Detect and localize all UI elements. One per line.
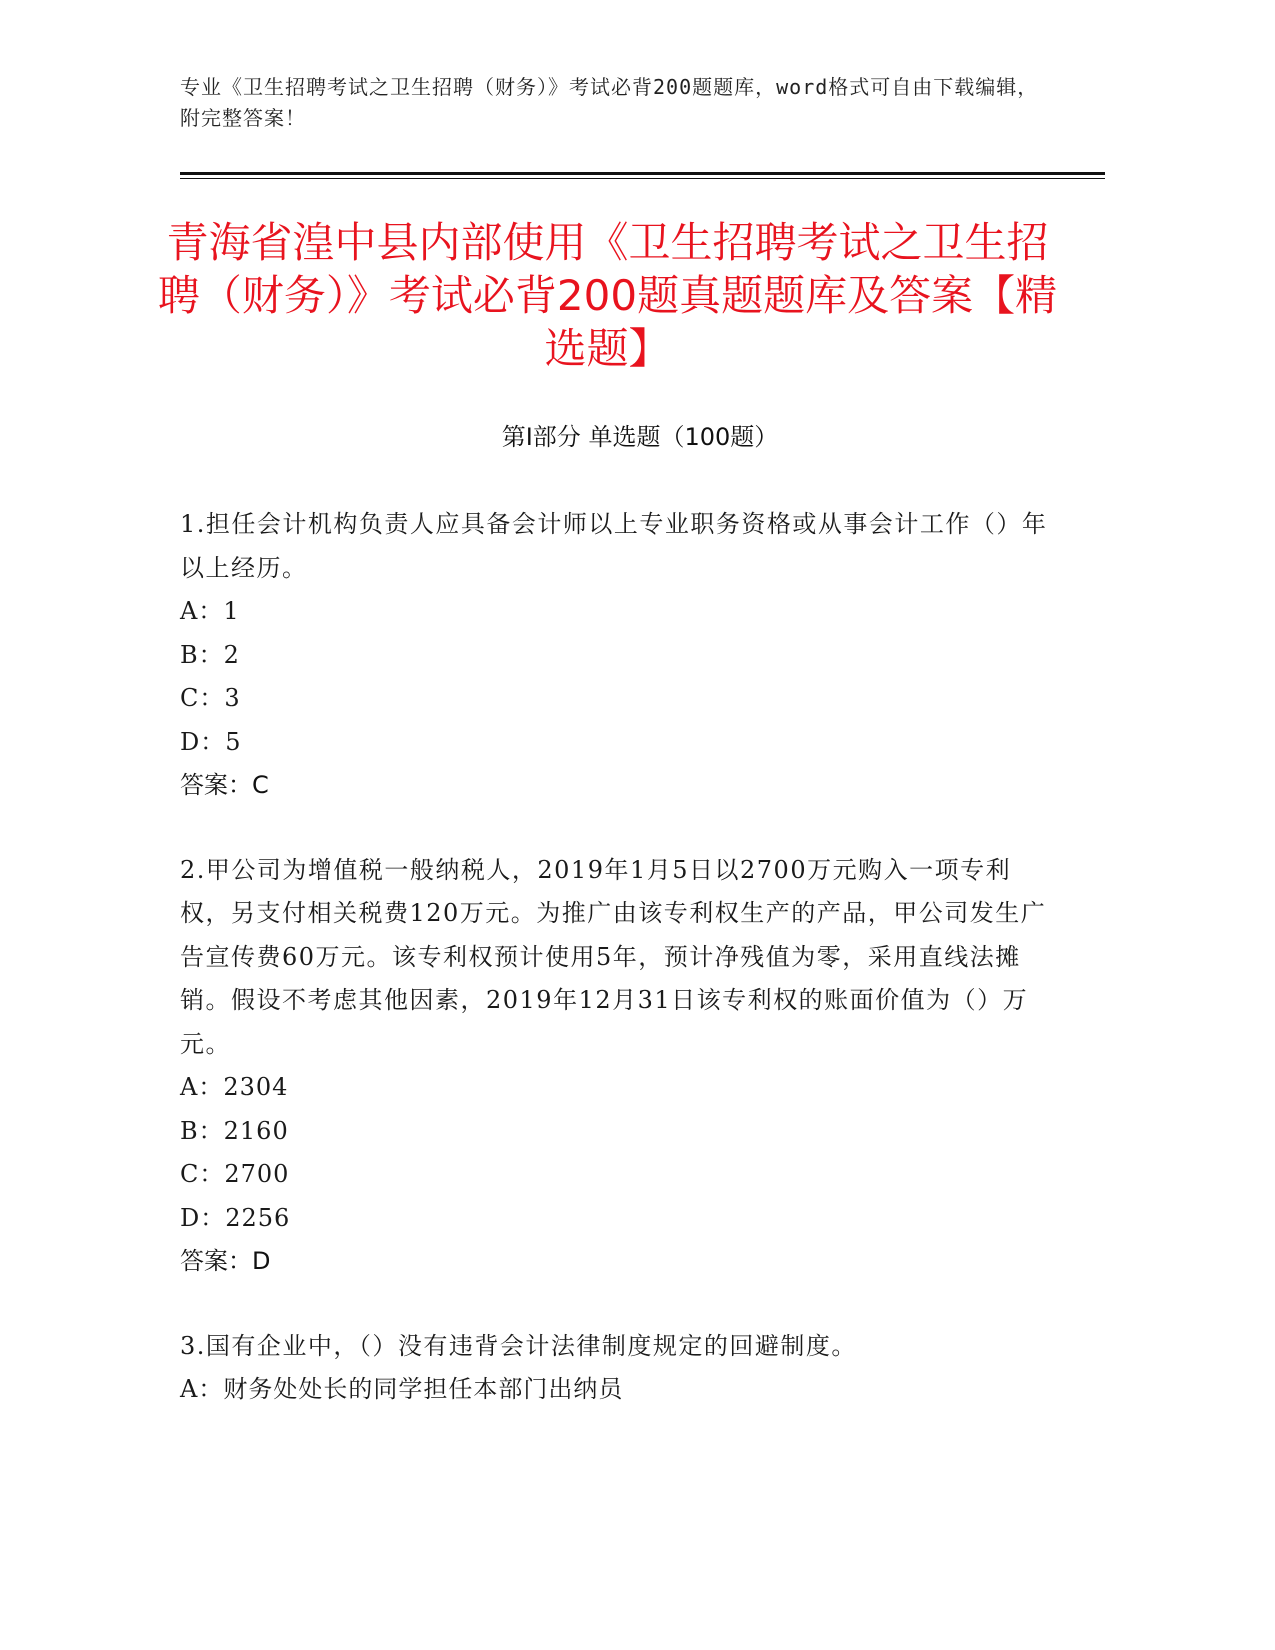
question-stem: 3.国有企业中，（）没有违背会计法律制度规定的回避制度。 (180, 1331, 857, 1360)
option-d: D：2256 (180, 1203, 291, 1232)
section-title: 第I部分 单选题（100题） (501, 423, 779, 451)
option-a: A：2304 (180, 1073, 289, 1101)
option-c: C：2700 (180, 1160, 290, 1188)
option-a: A：财务处处长的同学担任本部门出纳员 (180, 1375, 624, 1403)
question-3 (180, 1325, 1060, 1412)
question-stem: 2.甲公司为增值税一般纳税人，2019年1月5日以2700万元购入一项专利权，另支付相关税费120万元。为推广由该专利权生产的产品，甲公司发生广告宣传费60万元。该专利权预计使用5年，预计净残值为零，采用直线法摊销。假设不考虑其他因素，2019年12月31日该专利权的账面价值为（）万元。 (180, 855, 1047, 1058)
question-1 (180, 503, 1060, 808)
question-list (180, 503, 1060, 1453)
option-d: D：5 (180, 727, 242, 756)
option-b: B：2160 (180, 1116, 289, 1145)
header-divider-thin (180, 178, 1105, 179)
answer: 答案：C (180, 771, 269, 799)
option-a: A：1 (180, 597, 240, 625)
header-divider-thick (180, 172, 1105, 175)
option-b: B：2 (180, 640, 240, 669)
header-note: 专业《卫生招聘考试之卫生招聘（财务）》考试必背200题题库，word格式可自由下载编辑，附完整答案！ (180, 75, 1039, 130)
option-c: C：3 (180, 684, 241, 712)
answer: 答案：D (180, 1247, 271, 1275)
question-stem: 1.担任会计机构负责人应具备会计师以上专业职务资格或从事会计工作（）年以上经历。 (180, 510, 1048, 582)
document-title: 青海省湟中县内部使用《卫生招聘考试之卫生招聘（财务）》考试必背200题真题题库及答案【精选题】 (157, 218, 1058, 373)
question-2 (180, 849, 1060, 1284)
